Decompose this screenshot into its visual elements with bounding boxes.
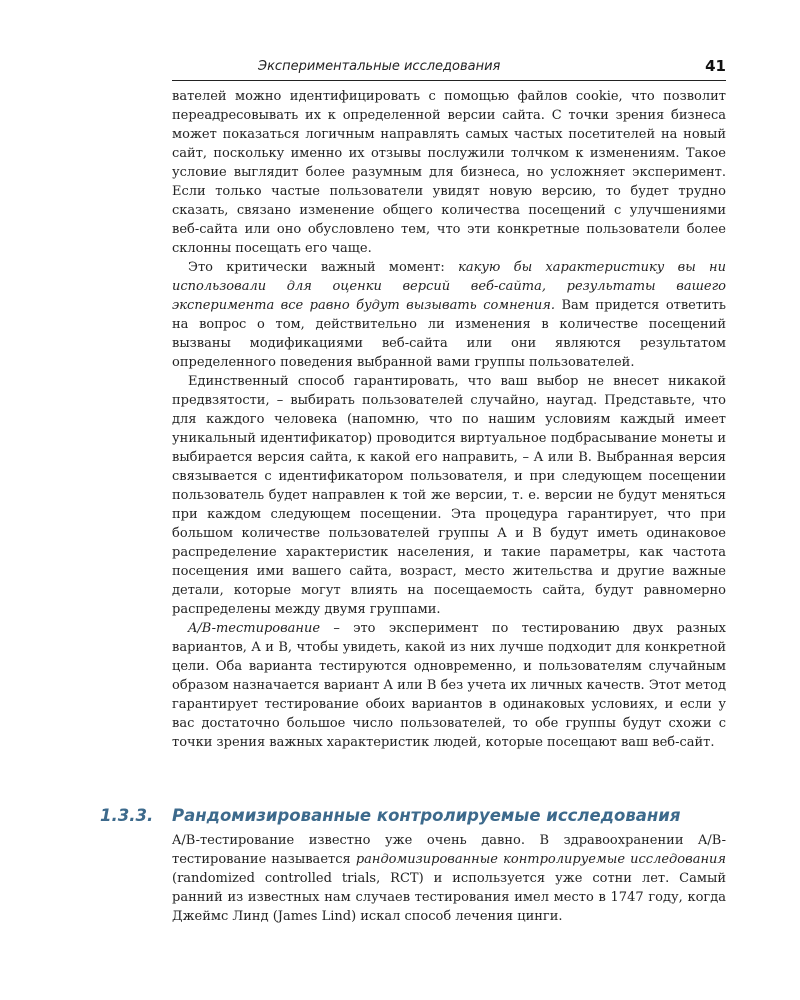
running-header [172,58,726,81]
paragraph-rct-history-start: A/B-тестирование известно уже очень давно. В здравоохранении A/B-тестирование называется [172,833,726,867]
paragraph-rct-history-end: (randomized controlled trials, RCT) и используется уже сотни лет. Самый ранний из известных нам случаев тестирования имел место в 1747 году, когда Джеймс Линд (James Lind) искал способ лечения цинги. [172,871,726,924]
paragraph-critical-point-emphasis: какую бы характеристику вы ни использовали для оценки версий веб-сайта, результаты вашего эксперимента все равно будут вызывать сомнения. [172,260,726,313]
paragraph-ab-testing-definition-rest: – это эксперимент по тестированию двух разных вариантов, A и B, чтобы увидеть, какой из них лучше подходит для конкретной цели. Оба варианта тестируются одновременно, и пользователям случайным образом назначается вариант A или B без учета их личных качеств. Этот метод гарантирует тестирование обоих вариантов в одинаковых условиях, и если у вас достаточно большое число пользователей, то обе группы будут схожи с точки зрения важных характеристик людей, которые посещают ваш веб-сайт. [172,621,726,750]
paragraph-critical-point [172,258,726,372]
paragraph-random-assignment: Единственный способ гарантировать, что ваш выбор не внесет никакой предвзятости, – выбирать пользователей случайно, наугад. Представьте, что для каждого человека (напомню, что по нашим условиям каждый имеет уникальный идентификатор) проводится виртуальное подбрасывание монеты и выбирается версия сайта, к какой его направить, – A или B. Выбранная версия связывается с идентификатором пользователя, и при следующем посещении пользователь будет направлен к той же версии, т. е. версии не будут меняться при каждом следующем посещении. Эта процедура гарантирует, что при большом количестве пользователей группы A и B будут иметь одинаковое распределение характеристик населения, и такие параметры, как частота посещения ими вашего сайта, возраст, место жительства и другие важные детали, которые могут влиять на посещаемость сайта, будут равномерно распределены между двумя группами. [172,374,726,617]
paragraph-critical-point-start: Это критически важный момент: [188,260,459,275]
section-body-text [172,831,726,926]
section-title: Рандомизированные контролируемые исследования [172,806,681,825]
section-number: 1.3.3. [100,806,154,825]
term-rct: рандомизированные контролируемые исследования [355,852,726,867]
paragraph-ab-testing-definition [172,619,726,752]
paragraph-rct-history [172,831,726,926]
running-header-title: Экспериментальные исследования [258,59,501,74]
term-ab-testing: A/B-тестирование [188,621,321,636]
body-text [172,87,726,752]
paragraph-continued: вателей можно идентифицировать с помощью файлов cookie, что позволит переадресовывать их к определенной версии сайта. С точки зрения бизнеса может показаться логичным направлять самых частых посетителей на новый сайт, поскольку именно их отзывы послужили толчком к изменениям. Такое условие выглядит более разумным для бизнеса, но усложняет эксперимент. Если только частые пользователи увидят новую версию, то будет трудно сказать, связано изменение общего количества посещений с улучшениями веб-сайта или оно обусловлено тем, что эти конкретные пользователи более склонны посещать его чаще. [172,89,726,256]
section-heading [100,804,740,828]
paragraph-critical-point-end: Вам придется ответить на вопрос о том, действительно ли изменения в количестве посещений вызваны модификациями веб-сайта или они являются результатом определенного поведения выбранной вами группы пользователей. [172,298,726,370]
page-number: 41 [705,57,726,75]
